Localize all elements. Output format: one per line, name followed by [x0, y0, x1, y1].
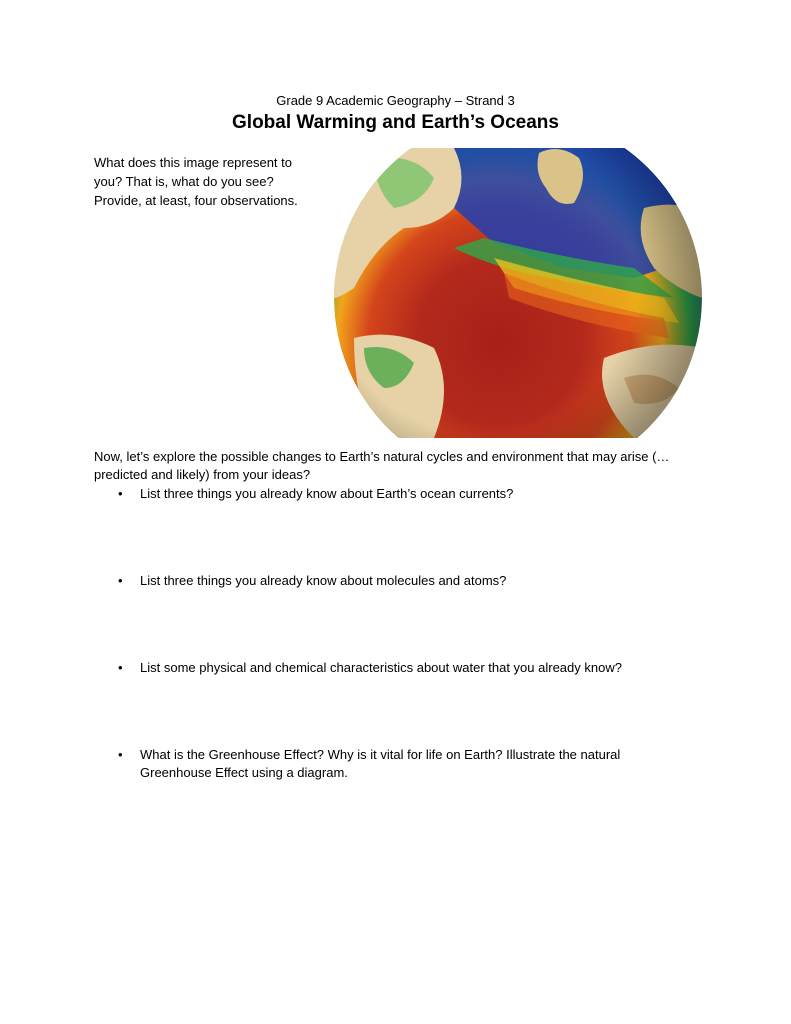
list-item-text: What is the Greenhouse Effect? Why is it vital for life on Earth? Illustrate the natural Greenhouse Effect using a diagram.	[140, 747, 621, 780]
course-strand-heading: Grade 9 Academic Geography – Strand 3	[276, 93, 515, 108]
bullet-icon: •	[118, 573, 123, 588]
globe-ocean-temperature-image	[334, 148, 702, 438]
list-item-text: List three things you already know about Earth’s ocean currents?	[140, 486, 514, 501]
list-item-text: List some physical and chemical characteristics about water that you already know?	[140, 660, 622, 675]
image-question-text: What does this image represent to you? That is, what do you see? Provide, at least, four observations.	[94, 155, 298, 208]
list-item-text: List three things you already know about molecules and atoms?	[140, 573, 507, 588]
bullet-icon: •	[118, 747, 123, 762]
page-title: Global Warming and Earth’s Oceans	[232, 112, 559, 133]
globe-icon	[334, 148, 702, 438]
intro-paragraph: Now, let’s explore the possible changes to Earth’s natural cycles and environment that may arise (…predicted and likely) from your ideas?	[94, 449, 670, 482]
bullet-icon: •	[118, 660, 123, 675]
bullet-icon: •	[118, 486, 123, 501]
